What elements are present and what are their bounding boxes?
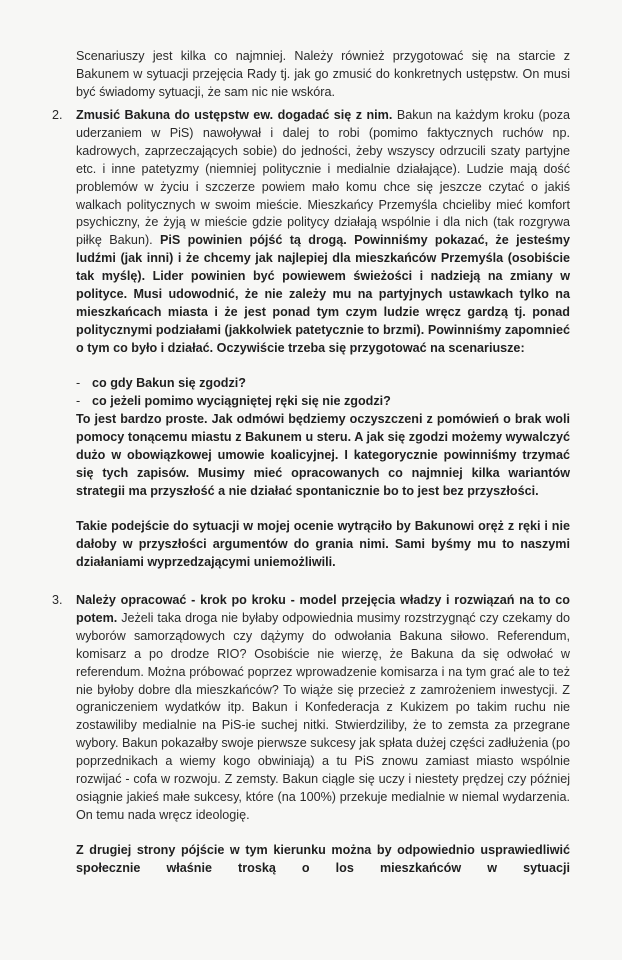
section-2-heading: Zmusić Bakuna do ustępstw ew. dogadać się z nim. — [76, 108, 393, 122]
section-3-number: 3. — [52, 593, 63, 607]
intro-paragraph: Scenariuszy jest kilka co najmniej. Należy również przygotować się na starcie z Bakunem w sytuacji przejęcia Rady tj. jak go zmusić do konkretnych ustępstw. On musi być świadomy sytuacji, że sam nic nie wskóra. — [76, 49, 570, 99]
section-2-bold-text: PiS powinien pójść tą drogą. Powinniśmy pokazać, że jesteśmy ludźmi (jak inni) i że chcemy jak najlepiej dla mieszkańców Przemyśla (osobiście tak myślę). Lider powinien być powiewem świeżości i nadzieją na zmiany w polityce. Musi udowodnić, że nie zależy mu na partyjnych ustawkach tylko na mieszkańcach miasta i że jest ponad tym czym ludzie wręcz gardzą tj. ponad politycznymi podziałami (jakkolwiek patetycznie to brzmi). Powinniśmy zapomnieć o tym co było i działać. Oczywiście trzeba się przygotować na scenariusze: — [76, 233, 570, 355]
bullet-dash-1: - — [76, 376, 81, 390]
section-3-heading: Należy opracować - krok po kroku - model przejęcia władzy i rozwiązań na to co potem. — [76, 593, 570, 625]
section-2-paragraph — [76, 107, 570, 358]
section-2-text: Bakun na każdym kroku (poza uderzaniem w PiS) nawoływał i dalej to robi (pomimo faktycznych ruchów np. kadrowych, zaprzeczających sobie) do jedności, żeby wszyscy odrzucili szaty partyjne etc. i inne patetyzmy (niemniej politycznie i medialnie działające). Ludzie mają dość problemów w życiu i szczerze powiem mało komu chce się jeszcze czytać o jakiś walkach politycznych w swoim mieście. Mieszkańcy Przemyśla chcieliby mieć komfort psychiczny, że żyją w mieście gdzie politycy działają wspólnie i dla nich (tak rozgrywa piłkę Bakun). — [76, 108, 570, 248]
scenario-bullet-1: co gdy Bakun się zgodzi? — [92, 376, 246, 390]
section-2-conclusion: To jest bardzo proste. Jak odmówi będziemy oczyszczeni z pomówień o brak woli pomocy tonącemu miastu z Bakunem u steru. A jak się zgodzi możemy wywalczyć dużo w obowiązkowej umowie koalicyjnej. I kategorycznie powinniśmy trzymać się tych zapisów. Musimy mieć opracowanych co najmniej kilka wariantów strategii ma przyszłość a nie działać spontanicznie bo to jest bez przyszłości. — [76, 412, 570, 498]
bullet-dash-2: - — [76, 394, 81, 408]
section-2-summary: Takie podejście do sytuacji w mojej ocenie wytrąciło by Bakunowi oręż z ręki i nie dałoby w przyszłości argumentów do grania nimi. Sami byśmy mu to naszymi działaniami wyprzedzającymi uniemożliwili. — [76, 519, 570, 569]
section-3-paragraph — [76, 592, 570, 825]
section-2-number: 2. — [52, 108, 63, 122]
section-3-text: Jeżeli taka droga nie byłaby odpowiednia musimy rozstrzygnąć czy czekamy do wyborów samorządowych czy dążymy do odwołania Bakuna siłowo. Referendum, komisarz a po drodze RIO? Osobiście nie wierzę, że Bakuna da się odwołać w referendum. Można próbować poprzez wprowadzenie komisarza i na tym grać ale to też nie byłoby dobre dla mieszkańców? To wiąże się przecież z zamrożeniem inwestycji. Z ograniczeniem wydatków itp. Bakun i Konfederacja z Kukizem po takim ruchu nie zostawiliby medialnie na PiS-ie suchej nitki. Stwierdziliby, że to zemsta za przegrane wybory. Bakun pokazałby swoje pierwsze sukcesy jak spłata dużej części zadłużenia (po poprzednikach a wiemy kogo obwiniają) a tu PiS znowu zamiast miasto wspólnie rozwijać - cofa w rozwoju. Z zemsty. Bakun ciągle się uczy i niestety prędzej czy później osiągnie jakieś małe sukcesy, które (na 100%) przekuje medialnie w niemal wydarzenia. On temu nada wręcz ideologię. — [76, 610, 570, 822]
section-3-bold-continuation: Z drugiej strony pójście w tym kierunku można by odpowiednio usprawiedliwić społecznie właśnie troską o los mieszkańców w sytuacji — [76, 843, 570, 875]
scenario-bullet-2: co jeżeli pomimo wyciągniętej ręki się nie zgodzi? — [92, 394, 391, 408]
